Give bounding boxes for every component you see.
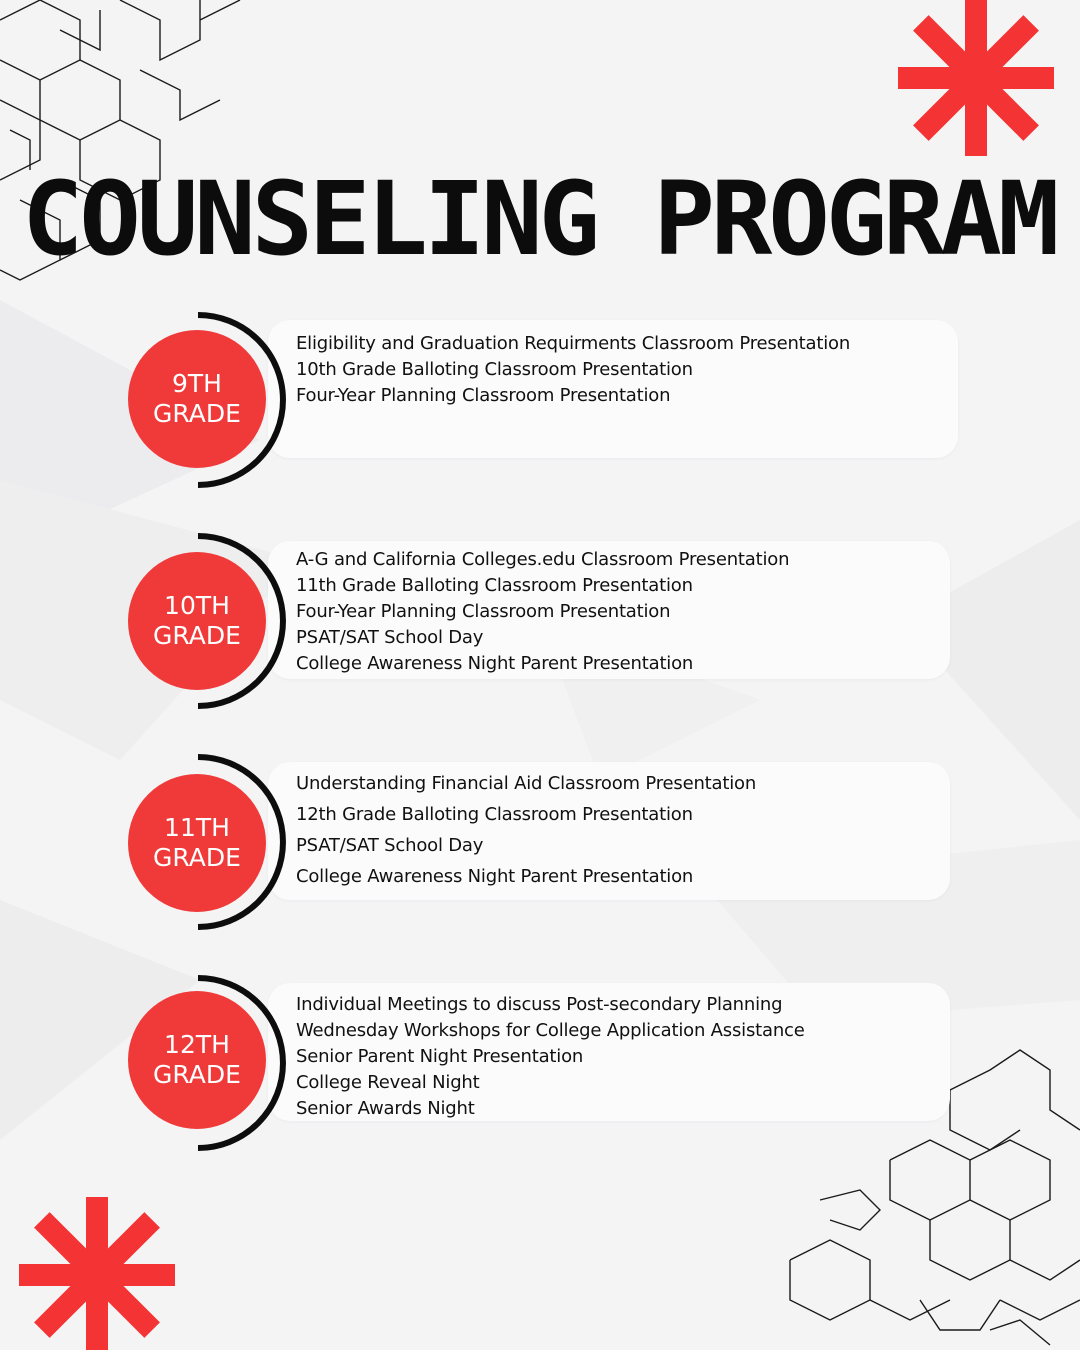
list-item: Four-Year Planning Classroom Presentation <box>296 385 671 406</box>
grade-badge <box>128 774 266 912</box>
red-asterisk-icon <box>898 0 1054 156</box>
list-item: Understanding Financial Aid Classroom Presentation <box>296 773 757 794</box>
list-item: College Reveal Night <box>296 1072 480 1093</box>
list-item: Four-Year Planning Classroom Presentation <box>296 601 671 622</box>
page-title: COUNSELING PROGRAM <box>22 160 1056 279</box>
list-item: 10th Grade Balloting Classroom Presentation <box>296 359 693 380</box>
grade-badge <box>128 552 266 690</box>
list-item: A-G and California Colleges.edu Classroom Presentation <box>296 549 790 570</box>
list-item: Wednesday Workshops for College Application Assistance <box>296 1020 805 1041</box>
list-item: College Awareness Night Parent Presentation <box>296 866 694 887</box>
grade-number: 12TH <box>164 1030 230 1059</box>
list-item: 11th Grade Balloting Classroom Presentation <box>296 575 693 596</box>
list-item: Individual Meetings to discuss Post-secondary Planning <box>296 994 783 1015</box>
grade-number: 11TH <box>164 813 230 842</box>
list-item: Senior Awards Night <box>296 1098 475 1119</box>
activity-list <box>296 547 789 677</box>
activity-list <box>296 331 850 409</box>
grade-label: GRADE <box>153 621 241 650</box>
activity-list <box>296 992 805 1122</box>
list-item: 12th Grade Balloting Classroom Presentation <box>296 804 693 825</box>
grade-number: 9TH <box>172 369 222 398</box>
red-asterisk-icon <box>19 1197 175 1350</box>
list-item: PSAT/SAT School Day <box>296 627 484 648</box>
grade-label: GRADE <box>153 843 241 872</box>
activity-list <box>296 768 756 892</box>
list-item: College Awareness Night Parent Presentation <box>296 653 694 674</box>
grade-badge <box>128 991 266 1129</box>
grade-label: GRADE <box>153 399 241 428</box>
grade-number: 10TH <box>164 591 230 620</box>
list-item: Senior Parent Night Presentation <box>296 1046 584 1067</box>
grade-label: GRADE <box>153 1060 241 1089</box>
list-item: Eligibility and Graduation Requirments Classroom Presentation <box>296 333 851 354</box>
list-item: PSAT/SAT School Day <box>296 835 484 856</box>
grade-badge <box>128 330 266 468</box>
